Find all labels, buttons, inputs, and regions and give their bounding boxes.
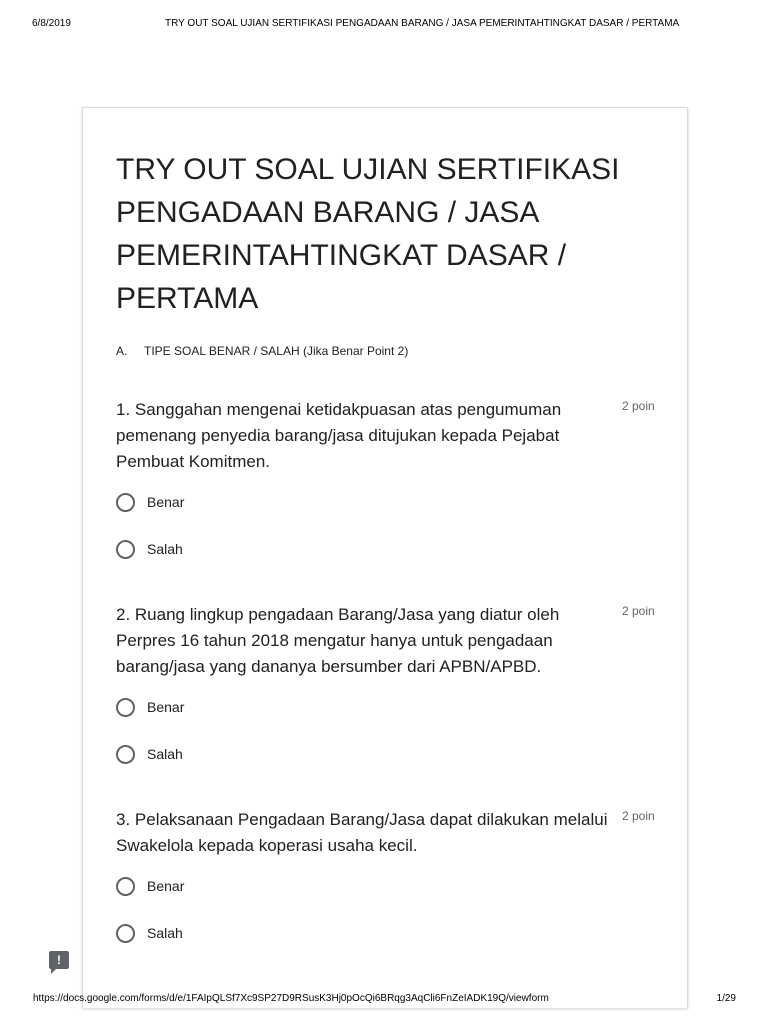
page-number: 1/29 <box>716 993 736 1004</box>
question-3 <box>116 807 656 941</box>
form-title: TRY OUT SOAL UJIAN SERTIFIKASI PENGADAAN BARANG / JASA PEMERINTAHTINGKAT DASAR / PERTAMA <box>116 153 620 315</box>
option-label: Benar <box>147 878 185 894</box>
option-label: Salah <box>147 541 183 557</box>
question-2 <box>116 602 656 762</box>
question-points: 2 poin <box>622 809 655 823</box>
option-benar[interactable] <box>116 696 184 718</box>
radio-button[interactable] <box>116 698 135 717</box>
question-text: 2. Ruang lingkup pengadaan Barang/Jasa yang diatur oleh Perpres 16 tahun 2018 mengatur hanya untuk pengadaan barang/jasa yang dananya bersumber dari APBN/APBD. <box>116 605 560 676</box>
feedback-icon[interactable] <box>49 951 69 969</box>
print-footer <box>0 992 768 1006</box>
option-label: Benar <box>147 494 185 510</box>
feedback-glyph: ! <box>57 953 61 967</box>
option-salah[interactable] <box>116 538 183 560</box>
form-card <box>82 107 688 1008</box>
question-points: 2 poin <box>622 604 655 618</box>
option-label: Salah <box>147 925 183 941</box>
radio-button[interactable] <box>116 540 135 559</box>
description-text: TIPE SOAL BENAR / SALAH (Jika Benar Point 2) <box>144 344 409 358</box>
radio-button[interactable] <box>116 745 135 764</box>
option-label: Salah <box>147 746 183 762</box>
question-text: 1. Sanggahan mengenai ketidakpuasan atas pengumuman pemenang penyedia barang/jasa ditujukan kepada Pejabat Pembuat Komitmen. <box>116 400 562 471</box>
print-header <box>0 17 768 31</box>
description-marker: A. <box>116 344 128 358</box>
print-header-title: TRY OUT SOAL UJIAN SERTIFIKASI PENGADAAN BARANG / JASA PEMERINTAHTINGKAT DASAR / PERTAMA <box>165 18 680 29</box>
option-benar[interactable] <box>116 491 184 513</box>
question-1 <box>116 397 656 557</box>
form-description <box>116 343 408 359</box>
page-url: https://docs.google.com/forms/d/e/1FAIpQLSf7Xc9SP27D9RSusK3Hj0pOcQi6BRqg3AqCli6FnZeIADK19Q/viewform <box>33 993 549 1004</box>
option-salah[interactable] <box>116 743 183 765</box>
radio-button[interactable] <box>116 877 135 896</box>
question-text: 3. Pelaksanaan Pengadaan Barang/Jasa dapat dilakukan melalui Swakelola kepada koperasi usaha kecil. <box>116 810 608 855</box>
option-label: Benar <box>147 699 185 715</box>
print-date: 6/8/2019 <box>32 18 71 29</box>
option-benar[interactable] <box>116 875 184 897</box>
radio-button[interactable] <box>116 924 135 943</box>
option-salah[interactable] <box>116 922 183 944</box>
radio-button[interactable] <box>116 493 135 512</box>
question-points: 2 poin <box>622 399 655 413</box>
